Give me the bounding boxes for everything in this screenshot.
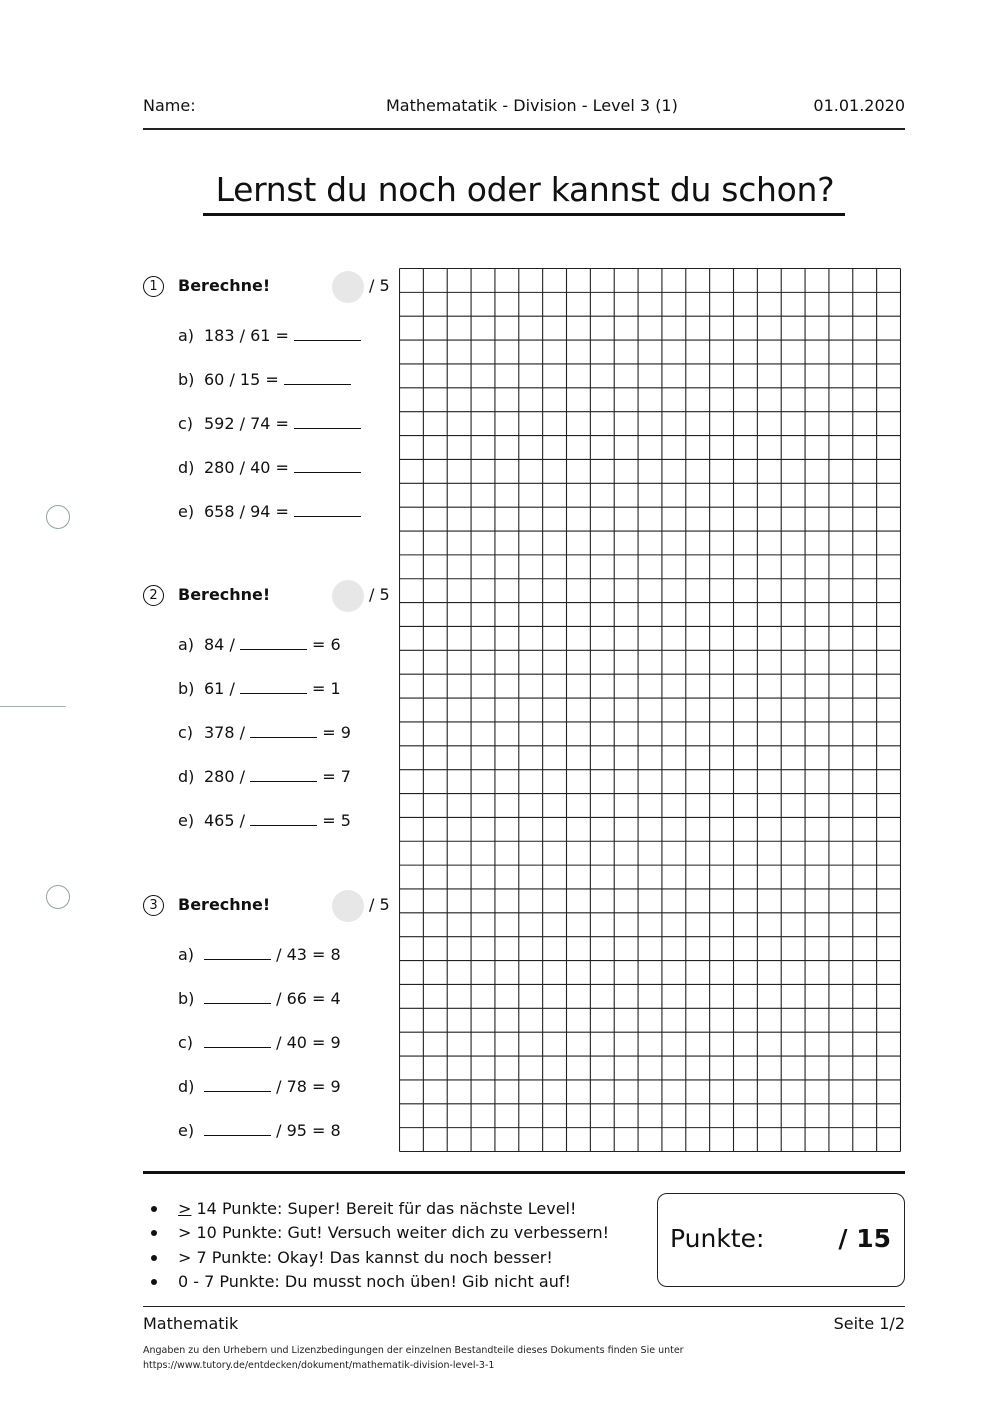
task-1-number: 1 bbox=[143, 276, 164, 297]
task-1-max-score: / 5 bbox=[369, 276, 390, 295]
task-2-number: 2 bbox=[143, 585, 164, 606]
criteria-item: 0 - 7 Punkte: Du musst noch üben! Gib nicht auf! bbox=[143, 1270, 609, 1294]
fold-mark bbox=[0, 706, 66, 707]
footer-subject: Mathematik bbox=[143, 1314, 239, 1333]
header-divider bbox=[143, 128, 905, 130]
task-2-max-score: / 5 bbox=[369, 585, 390, 604]
task-2-item-a: a) 84 / = 6 bbox=[178, 635, 341, 654]
task-3-item-d: d) / 78 = 9 bbox=[178, 1077, 341, 1096]
task-1-score-field[interactable] bbox=[332, 271, 364, 303]
criteria-item: > 7 Punkte: Okay! Das kannst du noch besser! bbox=[143, 1246, 609, 1270]
task-3-number: 3 bbox=[143, 895, 164, 916]
task-1-item-d: d) 280 / 40 = bbox=[178, 457, 361, 479]
answer-blank[interactable] bbox=[240, 634, 307, 650]
license-url[interactable]: https://www.tutory.de/entdecken/dokument/mathematik-division-level-3-1 bbox=[143, 1360, 495, 1371]
points-total: / 15 bbox=[838, 1224, 891, 1253]
name-label: Name: bbox=[143, 96, 196, 115]
title-underline bbox=[203, 213, 845, 216]
task-3-item-a: a) / 43 = 8 bbox=[178, 945, 341, 964]
task-3-max-score: / 5 bbox=[369, 895, 390, 914]
points-box[interactable] bbox=[657, 1193, 905, 1287]
task-1-item-b: b) 60 / 15 = bbox=[178, 369, 351, 391]
worksheet-title: Mathematatik - Division - Level 3 (1) bbox=[386, 96, 678, 115]
task-3-score-field[interactable] bbox=[332, 890, 364, 922]
answer-blank[interactable] bbox=[204, 944, 271, 960]
task-1-item-e: e) 658 / 94 = bbox=[178, 501, 361, 523]
task-2-instruction: Berechne! bbox=[178, 585, 271, 604]
task-3-item-b: b) / 66 = 4 bbox=[178, 989, 341, 1008]
task-2-item-c: c) 378 / = 9 bbox=[178, 723, 351, 742]
answer-blank[interactable] bbox=[294, 457, 361, 473]
task-2-item-d: d) 280 / = 7 bbox=[178, 767, 351, 786]
task-3-instruction: Berechne! bbox=[178, 895, 271, 914]
answer-blank[interactable] bbox=[294, 501, 361, 517]
answer-blank[interactable] bbox=[250, 722, 317, 738]
answer-blank[interactable] bbox=[204, 1076, 271, 1092]
answer-blank[interactable] bbox=[294, 325, 361, 341]
footer-divider bbox=[143, 1306, 905, 1307]
section-divider bbox=[143, 1171, 905, 1174]
task-1-item-c: c) 592 / 74 = bbox=[178, 413, 361, 435]
answer-blank[interactable] bbox=[294, 413, 361, 429]
answer-blank[interactable] bbox=[204, 1120, 271, 1136]
task-3-item-c: c) / 40 = 9 bbox=[178, 1033, 341, 1052]
worksheet-date: 01.01.2020 bbox=[813, 96, 905, 115]
punch-hole-top bbox=[46, 505, 70, 529]
criteria-item: > 10 Punkte: Gut! Versuch weiter dich zu verbessern! bbox=[143, 1221, 609, 1245]
task-2-item-b: b) 61 / = 1 bbox=[178, 679, 341, 698]
answer-blank[interactable] bbox=[250, 766, 317, 782]
answer-blank[interactable] bbox=[240, 678, 307, 694]
answer-blank[interactable] bbox=[250, 810, 317, 826]
license-notice: Angaben zu den Urhebern und Lizenzbedingungen der einzelnen Bestandteile dieses Dokuments finden Sie unter bbox=[143, 1345, 684, 1356]
task-2-item-e: e) 465 / = 5 bbox=[178, 811, 351, 830]
answer-blank[interactable] bbox=[204, 1032, 271, 1048]
footer-page-number: Seite 1/2 bbox=[833, 1314, 905, 1333]
calculation-grid[interactable] bbox=[399, 268, 901, 1152]
answer-blank[interactable] bbox=[204, 988, 271, 1004]
task-1-instruction: Berechne! bbox=[178, 276, 271, 295]
task-2-score-field[interactable] bbox=[332, 580, 364, 612]
answer-blank[interactable] bbox=[284, 369, 351, 385]
criteria-item: > 14 Punkte: Super! Bereit für das nächste Level! bbox=[143, 1197, 609, 1221]
grading-criteria bbox=[143, 1197, 609, 1294]
task-1-item-a: a) 183 / 61 = bbox=[178, 325, 361, 347]
page-title: Lernst du noch oder kannst du schon? bbox=[215, 170, 835, 209]
task-3-item-e: e) / 95 = 8 bbox=[178, 1121, 341, 1140]
points-label: Punkte: bbox=[670, 1224, 765, 1253]
punch-hole-bottom bbox=[46, 885, 70, 909]
